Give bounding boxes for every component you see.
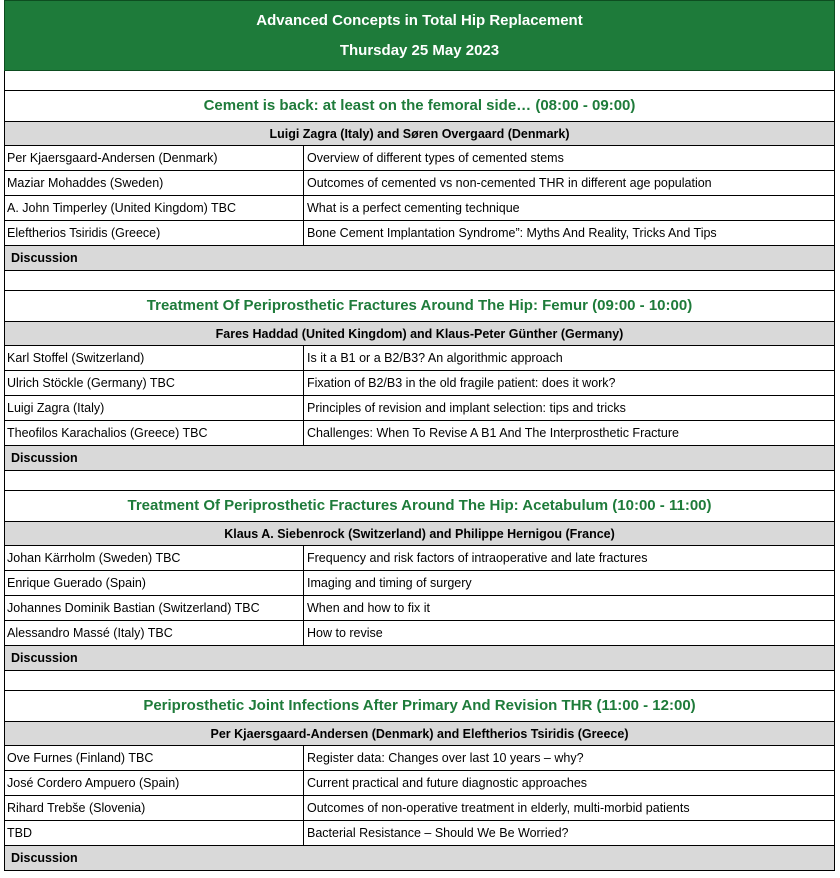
session-3: [4, 471, 835, 671]
session-chairs: Klaus A. Siebenrock (Switzerland) and Philippe Hernigou (France): [4, 521, 835, 546]
talk-speaker: Per Kjaersgaard-Andersen (Denmark): [5, 146, 304, 170]
talk-topic: Principles of revision and implant selection: tips and tricks: [307, 401, 626, 415]
talk-topic: Outcomes of cemented vs non-cemented THR in different age population: [307, 176, 712, 190]
talk-row: [4, 746, 835, 771]
talk-topic: Bone Cement Implantation Syndrome”: Myths And Reality, Tricks And Tips: [307, 226, 717, 240]
talk-topic: How to revise: [307, 626, 383, 640]
talk-row: [4, 371, 835, 396]
session-spacer: [4, 71, 835, 91]
session-discussion: Discussion: [4, 446, 835, 471]
talk-speaker: Johan Kärrholm (Sweden) TBC: [5, 546, 304, 570]
talk-row: [4, 421, 835, 446]
talk-topic: Frequency and risk factors of intraoperative and late fractures: [307, 551, 648, 565]
talk-speaker: Enrique Guerado (Spain): [5, 571, 304, 595]
session-title: Treatment Of Periprosthetic Fractures Around The Hip: Femur (09:00 - 10:00): [4, 291, 835, 321]
talk-speaker: TBD: [5, 821, 304, 845]
session-chairs: Per Kjaersgaard-Andersen (Denmark) and Eleftherios Tsiridis (Greece): [4, 721, 835, 746]
talk-row: [4, 796, 835, 821]
talk-topic: Fixation of B2/B3 in the old fragile patient: does it work?: [307, 376, 616, 390]
talk-row: [4, 396, 835, 421]
session-spacer: [4, 671, 835, 691]
session-discussion: Discussion: [4, 246, 835, 271]
talk-row: [4, 571, 835, 596]
talk-topic: Current practical and future diagnostic approaches: [307, 776, 588, 790]
talk-row: [4, 146, 835, 171]
session-spacer: [4, 271, 835, 291]
program-header: [4, 0, 835, 71]
session-1: [4, 71, 835, 271]
program-title: Advanced Concepts in Total Hip Replacement: [256, 12, 583, 29]
talk-speaker: A. John Timperley (United Kingdom) TBC: [5, 196, 304, 220]
session-title: Periprosthetic Joint Infections After Primary And Revision THR (11:00 - 12:00): [4, 691, 835, 721]
talk-speaker: José Cordero Ampuero (Spain): [5, 771, 304, 795]
talk-row: [4, 621, 835, 646]
session-2: [4, 271, 835, 471]
talk-topic: Overview of different types of cemented stems: [307, 151, 564, 165]
talk-speaker: Johannes Dominik Bastian (Switzerland) TBC: [5, 596, 304, 620]
talk-topic: When and how to fix it: [307, 601, 430, 615]
talk-topic: Bacterial Resistance – Should We Be Worried?: [307, 826, 569, 840]
talk-row: [4, 221, 835, 246]
talk-row: [4, 546, 835, 571]
talk-speaker: Ove Furnes (Finland) TBC: [5, 746, 304, 770]
session-spacer: [4, 471, 835, 491]
session-chairs: Fares Haddad (United Kingdom) and Klaus-Peter Günther (Germany): [4, 321, 835, 346]
talk-row: [4, 821, 835, 846]
session-discussion: Discussion: [4, 646, 835, 671]
talk-speaker: Rihard Trebše (Slovenia): [5, 796, 304, 820]
talk-topic: Outcomes of non-operative treatment in elderly, multi-morbid patients: [307, 801, 690, 815]
session-title: Treatment Of Periprosthetic Fractures Around The Hip: Acetabulum (10:00 - 11:00): [4, 491, 835, 521]
session-chairs: Luigi Zagra (Italy) and Søren Overgaard (Denmark): [4, 121, 835, 146]
talk-speaker: Ulrich Stöckle (Germany) TBC: [5, 371, 304, 395]
talk-topic: Is it a B1 or a B2/B3? An algorithmic approach: [307, 351, 563, 365]
talk-speaker: Maziar Mohaddes (Sweden): [5, 171, 304, 195]
talk-speaker: Karl Stoffel (Switzerland): [5, 346, 304, 370]
session-discussion: Discussion: [4, 846, 835, 871]
talk-row: [4, 771, 835, 796]
talk-row: [4, 346, 835, 371]
talk-topic: Imaging and timing of surgery: [307, 576, 472, 590]
talk-speaker: Alessandro Massé (Italy) TBC: [5, 621, 304, 645]
talk-speaker: Eleftherios Tsiridis (Greece): [5, 221, 304, 245]
talk-topic: Challenges: When To Revise A B1 And The Interprosthetic Fracture: [307, 426, 679, 440]
talk-topic: Register data: Changes over last 10 years – why?: [307, 751, 584, 765]
sessions-container: [4, 71, 835, 871]
talk-speaker: Luigi Zagra (Italy): [5, 396, 304, 420]
talk-topic: What is a perfect cementing technique: [307, 201, 520, 215]
talk-row: [4, 171, 835, 196]
program-table: [4, 0, 835, 871]
session-4: [4, 671, 835, 871]
talk-row: [4, 596, 835, 621]
talk-row: [4, 196, 835, 221]
talk-speaker: Theofilos Karachalios (Greece) TBC: [5, 421, 304, 445]
program-date: Thursday 25 May 2023: [339, 42, 500, 59]
session-title: Cement is back: at least on the femoral side… (08:00 - 09:00): [4, 91, 835, 121]
